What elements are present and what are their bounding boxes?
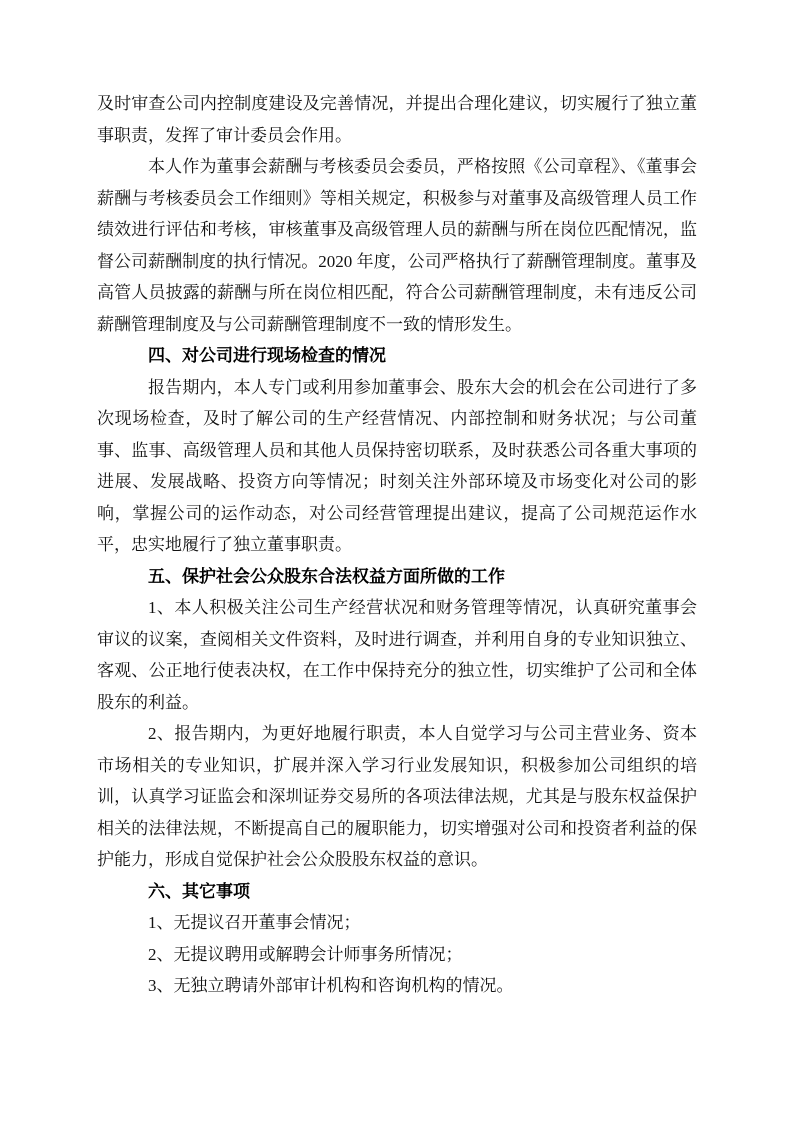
paragraph-site-inspection: 报告期内，本人专门或利用参加董事会、股东大会的机会在公司进行了多次现场检查，及时了解公司的生产经营情况、内部控制和财务状况；与公司董事、监事、高级管理人员和其他人员保持密切联系，及时获悉公司各重大事项的进展、发展战略、投资方向等情况；时刻关注外部环境及市场变化对公司的影响，掌握公司的运作动态，对公司经营管理提出建议，提高了公司规范运作水平，忠实地履行了独立董事职责。 bbox=[97, 377, 697, 554]
list-item-no-board-proposal: 1、无提议召开董事会情况； bbox=[148, 913, 361, 932]
paragraph-remuneration-committee: 本人作为董事会薪酬与考核委员会委员，严格按照《公司章程》、《董事会薪酬与考核委员会工作细则》等相关规定，积极参与对董事及高级管理人员工作绩效进行评估和考核，审核董事及高级管理人员的薪酬与所在岗位匹配情况，监督公司薪酬制度的执行情况。2020 年度，公司严格执行了薪酬管理制度。董事及高管人员披露的薪酬与所在岗位相匹配，符合公司薪酬管理制度，未有违反公司薪酬管理制度及与公司薪酬管理制度不一致的情形发生。 bbox=[97, 157, 697, 334]
section-heading-other-matters: 六、其它事项 bbox=[148, 881, 250, 901]
paragraph-audit-duty: 及时审查公司内控制度建设及完善情况，并提出合理化建议，切实履行了独立董事职责，发挥了审计委员会作用。 bbox=[97, 94, 697, 145]
paragraph-shareholder-protection-2: 2、报告期内，为更好地履行职责，本人自觉学习与公司主营业务、资本市场相关的专业知识，扩展并深入学习行业发展知识，积极参加公司组织的培训，认真学习证监会和深圳证券交易所的各项法律法规，尤其是与股东权益保护相关的法律法规，不断提高自己的履职能力，切实增强对公司和投资者利益的保护能力，形成自觉保护社会公众股股东权益的意识。 bbox=[97, 724, 697, 869]
list-item-no-accountant-proposal: 2、无提议聘用或解聘会计师事务所情况； bbox=[148, 944, 463, 964]
section-heading-shareholder-protection: 五、保护社会公众股东合法权益方面所做的工作 bbox=[148, 566, 505, 586]
paragraph-shareholder-protection-1: 1、本人积极关注公司生产经营状况和财务管理等情况，认真研究董事会审议的议案，查阅相关文件资料，及时进行调查，并利用自身的专业知识独立、客观、公正地行使表决权，在工作中保持充分的独立性，切实维护了公司和全体股东的利益。 bbox=[97, 598, 697, 712]
document-body bbox=[97, 88, 697, 1002]
list-item-no-external-audit: 3、无独立聘请外部审计机构和咨询机构的情况。 bbox=[148, 976, 514, 995]
section-heading-site-inspection: 四、对公司进行现场检查的情况 bbox=[148, 346, 386, 365]
